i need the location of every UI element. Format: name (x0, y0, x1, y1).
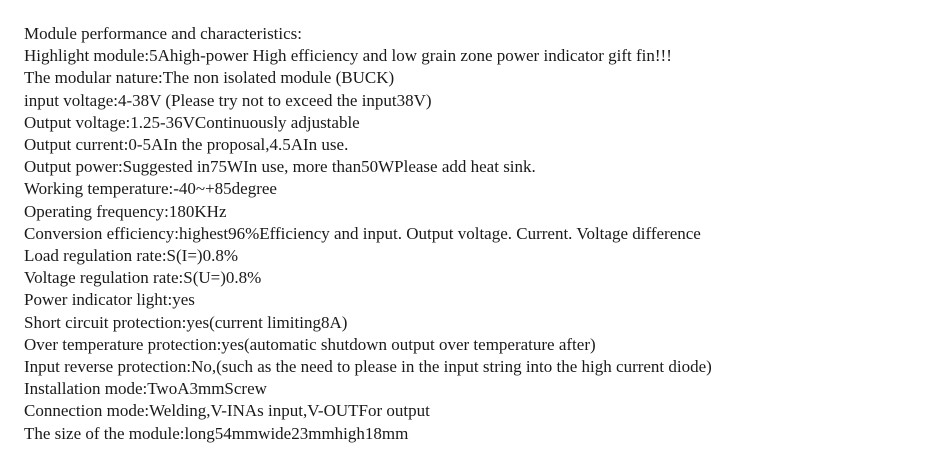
spec-line-output-power: Output power:Suggested in75WIn use, more than50WPlease add heat sink. (24, 157, 536, 177)
spec-line-connection-mode: Connection mode:Welding,V-INAs input,V-OUTFor output (24, 401, 430, 421)
spec-line-conversion-efficiency: Conversion efficiency:highest96%Efficiency and input. Output voltage. Current. Voltage difference (24, 223, 701, 243)
spec-line-output-current: Output current:0-5AIn the proposal,4.5AIn use. (24, 135, 349, 155)
spec-heading: Module performance and characteristics: (24, 24, 303, 43)
spec-line-power-indicator: Power indicator light:yes (24, 290, 195, 310)
spec-line-load-regulation: Load regulation rate:S(I=)0.8% (24, 246, 238, 266)
spec-line-module-size: The size of the module:long54mmwide23mmhigh18mm (24, 423, 409, 443)
spec-document (24, 23, 934, 445)
spec-line-highlight-module: Highlight module:5Ahigh-power High efficiency and low grain zone power indicator gift fin!!! (24, 46, 672, 66)
spec-line-input-reverse-protection: Input reverse protection:No,(such as the need to please in the input string into the high current diode) (24, 357, 712, 377)
spec-line-voltage-regulation: Voltage regulation rate:S(U=)0.8% (24, 268, 262, 288)
spec-line-short-circuit-protection: Short circuit protection:yes(current limiting8A) (24, 312, 348, 332)
spec-line-working-temperature: Working temperature:-40~+85degree (24, 179, 277, 199)
spec-line-modular-nature: The modular nature:The non isolated module (BUCK) (24, 68, 395, 88)
spec-line-over-temperature-protection: Over temperature protection:yes(automatic shutdown output over temperature after) (24, 334, 596, 354)
spec-line-input-voltage: input voltage:4-38V (Please try not to exceed the input38V) (24, 90, 432, 110)
spec-line-output-voltage: Output voltage:1.25-36VContinuously adjustable (24, 112, 360, 132)
spec-line-operating-frequency: Operating frequency:180KHz (24, 201, 227, 221)
spec-line-installation-mode: Installation mode:TwoA3mmScrew (24, 379, 267, 399)
